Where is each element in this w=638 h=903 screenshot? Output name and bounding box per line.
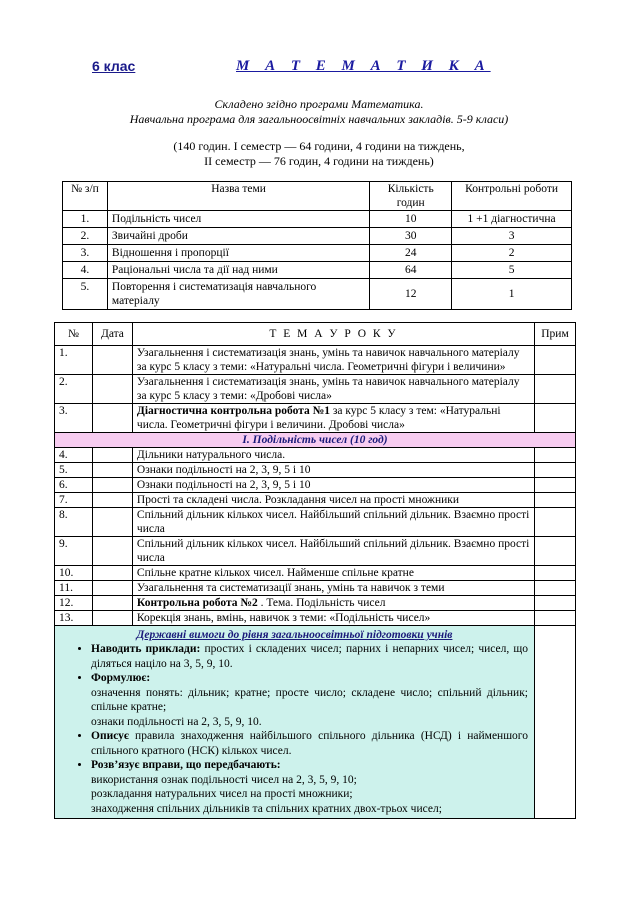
topic-name: Відношення і пропорції	[107, 245, 369, 262]
lesson-row	[55, 596, 576, 611]
requirements-title: Державні вимоги до рівня загальноосвітньої підготовки учнів	[136, 629, 453, 641]
topic-tests: 1	[452, 279, 572, 310]
col-header-lesson-num: №	[55, 323, 93, 346]
col-header-date: Дата	[92, 323, 132, 346]
lesson-theme	[132, 375, 534, 404]
lesson-num: 13.	[55, 611, 93, 626]
lesson-theme-text: Узагальнення і систематизація знань, умінь та навичок навчального матеріалу за курс 5 класу з теми: «Дробові числа»	[136, 376, 520, 402]
requirement-subline: означення понять: дільник; кратне; просте число; складене число; спільний дільник; спільне кратне;	[91, 686, 528, 713]
topic-row	[63, 211, 572, 228]
topic-row	[63, 262, 572, 279]
topic-name: Повторення і систематизація навчального матеріалу	[107, 279, 369, 310]
requirements-list	[61, 642, 528, 816]
source-line-2: Навчальна програма для загальноосвітніх навчальних закладів. 5-9 класи)	[129, 112, 509, 126]
lesson-note	[535, 478, 576, 493]
lesson-row	[55, 448, 576, 463]
lesson-theme	[132, 478, 534, 493]
hours-line-2: II семестр — 76 годин, 4 години на тиждень)	[204, 154, 434, 168]
lesson-num: 8.	[55, 508, 93, 537]
lesson-theme	[132, 448, 534, 463]
lesson-row	[55, 581, 576, 596]
requirement-subline: ознаки подільності на 2, 3, 5, 9, 10.	[91, 715, 262, 728]
lesson-theme-text: за курс 5 класу з тем: «Натуральні числа. Геометричні фігури і величини. Дробові числа»	[136, 405, 501, 431]
requirement-subline: знаходження спільних дільників та спільних кратних двох-трьох чисел;	[91, 802, 442, 815]
topic-name: Подільність чисел	[107, 211, 369, 228]
lesson-theme	[132, 493, 534, 508]
lesson-theme-text: Узагальнення та систематизації знань, умінь та навичок з теми	[136, 582, 445, 594]
lesson-num: 2.	[55, 375, 93, 404]
hours-line-1: (140 годин. I семестр — 64 години, 4 години на тиждень,	[173, 139, 465, 153]
lesson-date	[92, 346, 132, 375]
topic-num: 4.	[63, 262, 108, 279]
lesson-theme	[132, 566, 534, 581]
requirement-text: правила знаходження найбільшого спільного дільника (НСД) і найменшого спільного кратного (НСК) кількох чисел.	[91, 730, 528, 757]
lesson-num: 3.	[55, 404, 93, 433]
requirement-lead: Формулює:	[91, 672, 151, 684]
lesson-num: 6.	[55, 478, 93, 493]
topic-hours: 24	[370, 245, 452, 262]
lesson-num: 9.	[55, 537, 93, 566]
lessons-header-row	[55, 323, 576, 346]
lesson-num: 11.	[55, 581, 93, 596]
lesson-date	[92, 478, 132, 493]
topic-num: 2.	[63, 228, 108, 245]
topic-num: 5.	[63, 279, 108, 310]
lesson-theme	[132, 463, 534, 478]
lesson-theme	[132, 346, 534, 375]
topic-num: 3.	[63, 245, 108, 262]
lesson-row	[55, 493, 576, 508]
lesson-note	[535, 596, 576, 611]
lesson-date	[92, 581, 132, 596]
lesson-num: 5.	[55, 463, 93, 478]
topic-row	[63, 245, 572, 262]
lesson-row	[55, 346, 576, 375]
lesson-theme	[132, 596, 534, 611]
lesson-row	[55, 537, 576, 566]
lesson-theme	[132, 404, 534, 433]
lesson-theme-text: Дільники натурального числа.	[136, 449, 286, 461]
topic-num: 1.	[63, 211, 108, 228]
requirement-item	[91, 758, 528, 816]
col-header-note: Прим	[535, 323, 576, 346]
lesson-date	[92, 404, 132, 433]
lesson-num: 4.	[55, 448, 93, 463]
lesson-row	[55, 508, 576, 537]
topic-name: Звичайні дроби	[107, 228, 369, 245]
topic-name: Раціональні числа та дії над ними	[107, 262, 369, 279]
lesson-theme	[132, 581, 534, 596]
lessons-table	[54, 322, 576, 819]
lesson-theme-bold: Контрольна робота №2	[136, 597, 258, 609]
topics-table	[62, 181, 572, 310]
lesson-theme-text: Ознаки подільності на 2, 3, 9, 5 і 10	[136, 479, 311, 491]
topic-hours: 64	[370, 262, 452, 279]
requirement-lead: Наводить приклади:	[91, 643, 201, 655]
topic-tests: 5	[452, 262, 572, 279]
topic-hours: 12	[370, 279, 452, 310]
lesson-date	[92, 448, 132, 463]
lesson-note	[535, 448, 576, 463]
lesson-date	[92, 493, 132, 508]
lesson-note	[535, 463, 576, 478]
lesson-theme-bold: Діагностична контрольна робота №1	[136, 405, 330, 417]
lesson-row	[55, 463, 576, 478]
lesson-theme-text: . Тема. Подільність чисел	[257, 597, 386, 609]
source-line-1: Складено згідно програми Математика.	[214, 97, 424, 111]
lesson-theme	[132, 611, 534, 626]
lesson-date	[92, 596, 132, 611]
section-row	[55, 433, 576, 448]
topic-row	[63, 228, 572, 245]
section-title: I. Подільність чисел (10 год)	[55, 433, 576, 448]
lesson-num: 10.	[55, 566, 93, 581]
topics-header-row	[63, 182, 572, 211]
lesson-note	[535, 581, 576, 596]
topic-tests: 2	[452, 245, 572, 262]
lesson-note	[535, 566, 576, 581]
topic-tests: 1 +1 діагностична	[452, 211, 572, 228]
topic-tests: 3	[452, 228, 572, 245]
lesson-row	[55, 566, 576, 581]
lesson-num: 1.	[55, 346, 93, 375]
grade-label: 6 клас	[92, 58, 136, 74]
lesson-num: 12.	[55, 596, 93, 611]
requirements-box	[55, 626, 535, 819]
lesson-theme-text: Спільний дільник кількох чисел. Найбільший спільний дільник. Взаємно прості числа	[136, 538, 530, 564]
lesson-note	[535, 611, 576, 626]
col-header-tests: Контрольні роботи	[452, 182, 572, 211]
col-header-num: № з/п	[63, 182, 108, 211]
lesson-note	[535, 508, 576, 537]
lesson-date	[92, 566, 132, 581]
lesson-note	[535, 346, 576, 375]
lesson-row	[55, 611, 576, 626]
requirement-item	[91, 642, 528, 671]
lesson-row	[55, 404, 576, 433]
topic-hours: 10	[370, 211, 452, 228]
requirement-subline: використання ознак подільності чисел на 2, 3, 5, 9, 10;	[91, 773, 357, 786]
requirement-item	[91, 671, 528, 729]
lesson-note	[535, 404, 576, 433]
requirement-text: простих і складених чисел; парних і непарних чисел; чисел, що діляться націло на 3, 5, 9, 10.	[91, 643, 528, 670]
requirement-subline: розкладання натуральних чисел на прості множники;	[91, 788, 353, 800]
lesson-theme-text: Спільне кратне кількох чисел. Найменше спільне кратне	[136, 567, 414, 579]
lesson-theme-text: Прості та складені числа. Розкладання чисел на прості множники	[136, 494, 460, 506]
col-header-theme: Т Е М А У Р О К У	[132, 323, 534, 346]
lesson-note	[535, 537, 576, 566]
lesson-date	[92, 508, 132, 537]
requirement-lead: Розв’язує вправи, що передбачають:	[91, 759, 281, 771]
lesson-date	[92, 537, 132, 566]
requirement-item	[91, 729, 528, 758]
lesson-num: 7.	[55, 493, 93, 508]
lesson-note	[535, 493, 576, 508]
col-header-name: Назва теми	[107, 182, 369, 211]
lesson-date	[92, 375, 132, 404]
requirement-lead: Описує	[91, 730, 129, 742]
lesson-row	[55, 375, 576, 404]
lesson-row	[55, 478, 576, 493]
lesson-theme	[132, 508, 534, 537]
requirements-note-cell	[535, 626, 576, 819]
requirements-row	[55, 626, 576, 819]
col-header-hours: Кількість годин	[370, 182, 452, 211]
lesson-note	[535, 375, 576, 404]
lesson-date	[92, 611, 132, 626]
lesson-theme	[132, 537, 534, 566]
lesson-theme-text: Спільний дільник кількох чисел. Найбільший спільний дільник. Взаємно прості числа	[136, 509, 530, 535]
topic-hours: 30	[370, 228, 452, 245]
topic-row	[63, 279, 572, 310]
subject-title: М А Т Е М А Т И К А	[236, 58, 491, 74]
lesson-theme-text: Ознаки подільності на 2, 3, 9, 5 і 10	[136, 464, 311, 476]
lesson-theme-text: Узагальнення і систематизація знань, умінь та навичок навчального матеріалу за курс 5 класу з теми: «Натуральні числа. Геометричні фігури і величини»	[136, 347, 520, 373]
lesson-date	[92, 463, 132, 478]
lesson-theme-text: Корекція знань, вмінь, навичок з теми: «Подільність чисел»	[136, 612, 431, 624]
